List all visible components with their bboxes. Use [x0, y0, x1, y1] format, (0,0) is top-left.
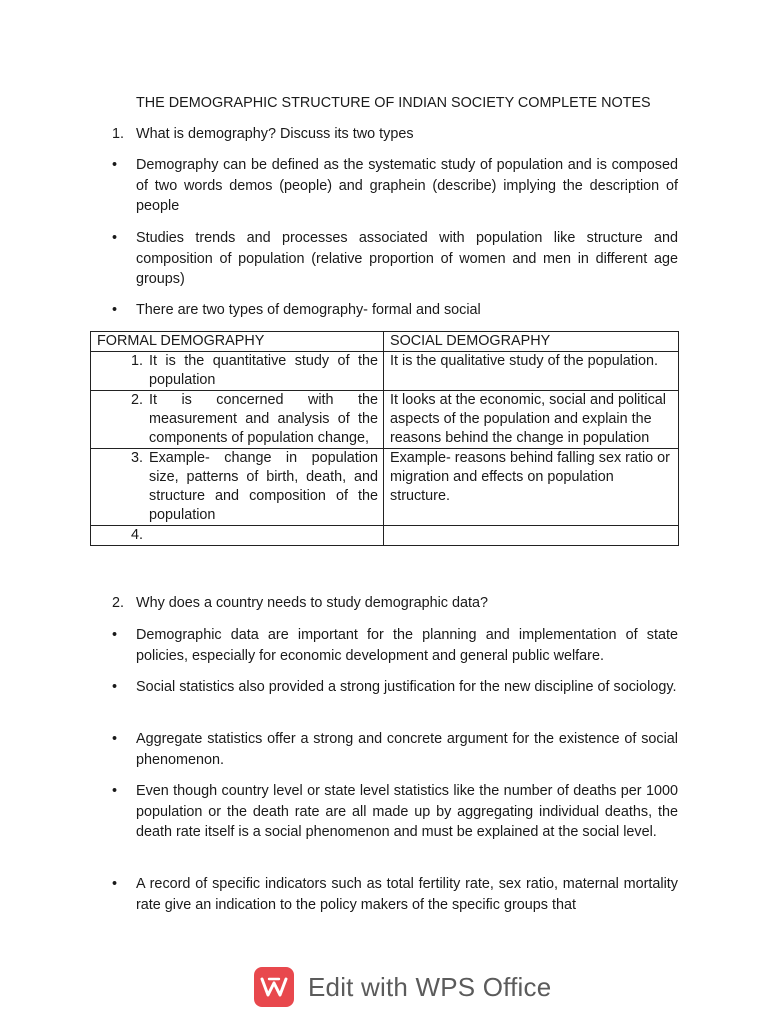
bullet-text: Social statistics also provided a strong justification for the new discipline of sociology.	[136, 679, 677, 695]
question-number: 2.	[112, 595, 125, 611]
cell-text: Example- change in population size, patterns of birth, death, and structure and composition of the population	[149, 450, 378, 523]
bullet-icon: •	[112, 876, 118, 892]
page-title: THE DEMOGRAPHIC STRUCTURE OF INDIAN SOCIETY COMPLETE NOTES	[136, 95, 651, 111]
wps-edit-label[interactable]: Edit with WPS Office	[308, 971, 552, 1002]
row-number: 4.	[130, 527, 143, 543]
cell-text: It is concerned with the measurement and analysis of the components of population change,	[149, 392, 378, 446]
list-item	[112, 625, 678, 666]
table-row	[91, 526, 679, 546]
bullet-text: Aggregate statistics offer a strong and concrete argument for the existence of social phenomenon.	[136, 731, 678, 768]
cell-formal	[91, 449, 384, 526]
cell-social: Example- reasons behind falling sex ratio or migration and effects on population structure.	[384, 449, 679, 526]
row-number: 3.	[130, 450, 143, 466]
question-text: What is demography? Discuss its two types	[136, 126, 414, 142]
cell-social: It is the qualitative study of the population.	[384, 352, 679, 391]
bullet-text: Even though country level or state level statistics like the number of deaths per 1000 population or the death rate are all made up by aggregating individual deaths, the death rate itself is a social phenomenon and must be explained at the social level.	[136, 783, 678, 841]
bullet-text: Demographic data are important for the planning and implementation of state policies, especially for economic development and general public welfare.	[136, 627, 678, 664]
bullet-text: A record of specific indicators such as total fertility rate, sex ratio, maternal mortality rate give an indication to the policy makers of the specific groups that	[136, 876, 678, 913]
list-item	[112, 155, 678, 217]
list-item	[112, 228, 678, 290]
cell-formal	[91, 391, 384, 449]
cell-text	[149, 526, 378, 545]
list-item	[112, 729, 678, 770]
wps-logo-icon	[254, 967, 294, 1007]
question-text: Why does a country needs to study demographic data?	[136, 595, 488, 611]
table-row	[91, 449, 679, 526]
list-item	[112, 874, 678, 915]
bullet-icon: •	[112, 157, 118, 173]
bullet-icon: •	[112, 783, 118, 799]
cell-formal	[91, 352, 384, 391]
list-item	[112, 677, 678, 698]
header-formal: FORMAL DEMOGRAPHY	[91, 332, 384, 352]
bullet-text: Demography can be defined as the systematic study of population and is composed of two words demos (people) and graphein (describe) implying the description of people	[136, 157, 678, 215]
wps-edit-banner[interactable]	[254, 965, 551, 1009]
row-number: 1.	[130, 353, 143, 369]
cell-social: It looks at the economic, social and political aspects of the population and explain the reasons behind the change in population	[384, 391, 679, 449]
question-number: 1.	[112, 126, 125, 142]
table-header-row	[91, 332, 679, 352]
bullet-icon: •	[112, 230, 118, 246]
row-number: 2.	[130, 392, 143, 408]
table-row	[91, 391, 679, 449]
table-row	[91, 352, 679, 391]
cell-social	[384, 526, 679, 546]
bullet-icon: •	[112, 679, 118, 695]
bullet-icon: •	[112, 302, 118, 318]
cell-text: It is the quantitative study of the population	[149, 353, 378, 388]
list-item	[112, 781, 678, 843]
demography-table	[90, 331, 679, 546]
header-social: SOCIAL DEMOGRAPHY	[384, 332, 679, 352]
bullet-text: There are two types of demography- formal and social	[136, 302, 481, 318]
cell-formal	[91, 526, 384, 546]
list-item	[112, 300, 678, 321]
bullet-text: Studies trends and processes associated with population like structure and composition of population (relative proportion of women and men in different age groups)	[136, 230, 678, 288]
bullet-icon: •	[112, 731, 118, 747]
bullet-icon: •	[112, 627, 118, 643]
